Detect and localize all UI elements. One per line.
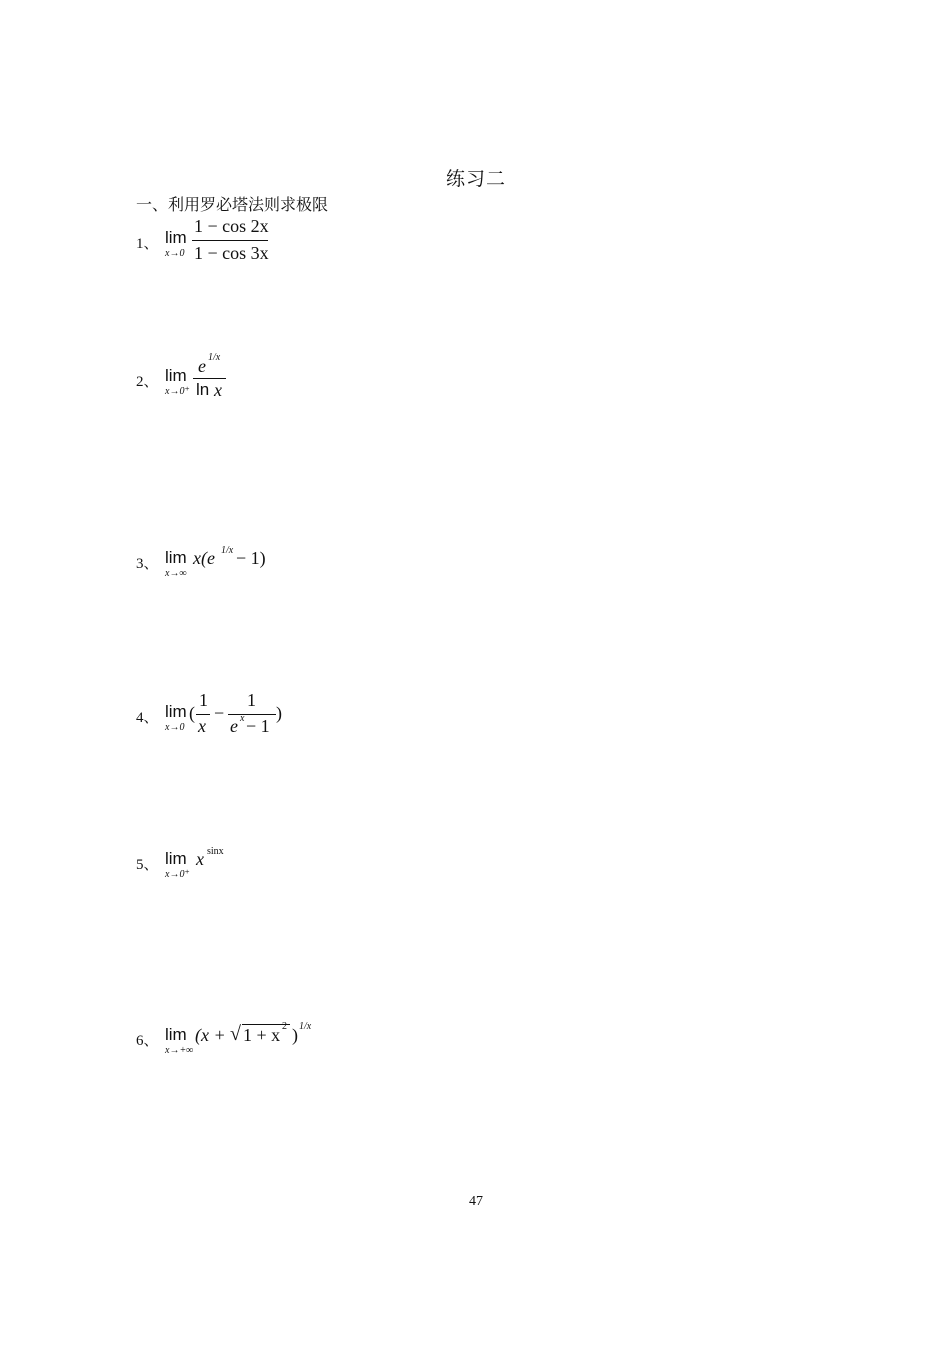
problem-1-numerator: 1 − cos 2x xyxy=(194,216,269,236)
problem-4-fraction-1-bar xyxy=(196,714,210,715)
problem-6-radical-sign: √ xyxy=(230,1023,241,1045)
problem-2-numerator-base: e xyxy=(198,356,206,376)
page-number: 47 xyxy=(469,1194,483,1209)
problem-6-exponent: 1/x xyxy=(299,1021,312,1032)
problem-5-limit-subscript: x→0⁺ xyxy=(165,869,190,880)
problem-4-minus-sign: − xyxy=(214,703,225,723)
problem-6-radicand-exponent: 2 xyxy=(282,1021,287,1032)
problem-4-fraction-2-denominator-rest: − 1 xyxy=(246,716,270,736)
problem-4-fraction-2-denominator-base: e xyxy=(230,716,238,736)
problem-4-open-paren: ( xyxy=(189,703,195,723)
problem-4-fraction-1-numerator: 1 xyxy=(199,690,208,710)
problem-1-lim: lim xyxy=(165,228,187,247)
problem-6-lim: lim xyxy=(165,1025,187,1044)
problem-4-fraction-2-numerator: 1 xyxy=(247,690,256,710)
problem-4-fraction-2-denominator-exponent: x xyxy=(240,713,245,724)
problem-3-number: 3、 xyxy=(136,556,159,572)
problem-1-fraction-bar xyxy=(192,240,268,241)
problem-4-close-paren: ) xyxy=(276,703,282,723)
problem-3-exponent: 1/x xyxy=(221,545,234,556)
problem-4-number: 4、 xyxy=(136,710,159,726)
problem-3-lim: lim xyxy=(165,548,187,567)
page-title: 练习二 xyxy=(445,169,506,190)
problem-4-lim: lim xyxy=(165,702,187,721)
problem-2-denominator-variable: x xyxy=(214,380,222,400)
problem-2-number: 2、 xyxy=(136,374,159,390)
problem-2-limit-subscript: x→0⁺ xyxy=(165,386,190,397)
problem-5-exponent: sinx xyxy=(207,846,224,857)
problem-3-limit-subscript: x→∞ xyxy=(165,568,187,579)
section-heading: 一、利用罗必塔法则求极限 xyxy=(136,197,329,214)
problem-1-number: 1、 xyxy=(136,236,159,252)
problem-4-limit-subscript: x→0 xyxy=(165,722,185,733)
problem-5-base: x xyxy=(196,849,204,869)
problem-1-denominator: 1 − cos 3x xyxy=(194,243,269,263)
problem-5-lim: lim xyxy=(165,849,187,868)
problem-3-expression-end: − 1) xyxy=(236,548,266,568)
problem-6-expression-start: (x + xyxy=(195,1025,226,1045)
problem-6-close-paren: ) xyxy=(292,1025,298,1045)
problem-2-denominator-ln: ln xyxy=(196,380,210,399)
problem-2-fraction-bar xyxy=(193,378,226,379)
problem-1-limit-subscript: x→0 xyxy=(165,248,185,259)
problem-4-fraction-2-bar xyxy=(228,714,276,715)
problem-5-number: 5、 xyxy=(136,857,159,873)
problem-3-expression-start: x(e xyxy=(193,548,215,568)
problem-2-lim: lim xyxy=(165,366,187,385)
problem-4-fraction-1-denominator: x xyxy=(198,716,206,736)
problem-6-number: 6、 xyxy=(136,1033,159,1049)
problem-6-limit-subscript: x→+∞ xyxy=(165,1045,194,1056)
problem-2-numerator-exponent: 1/x xyxy=(208,352,221,363)
problem-6-radicand: 1 + x xyxy=(243,1025,281,1045)
